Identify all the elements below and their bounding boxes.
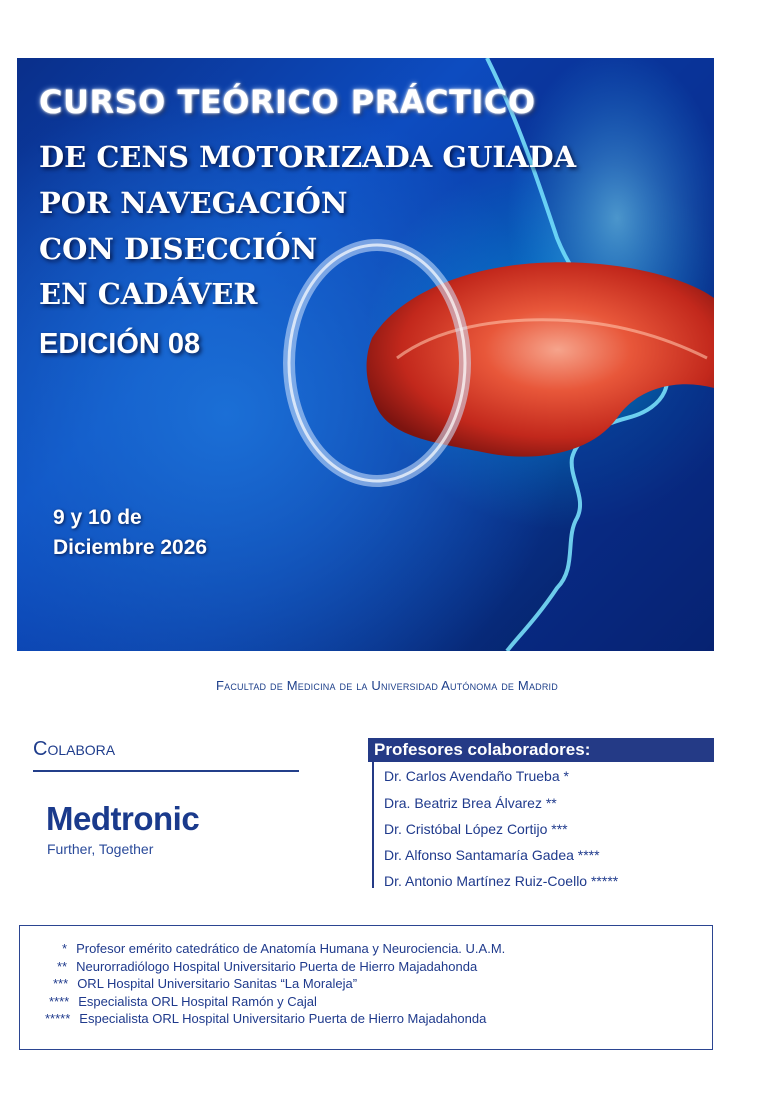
footnote-text: Profesor emérito catedrático de Anatomía Humana y Neurociencia. U.A.M. <box>76 941 506 956</box>
date-line-2: Diciembre 2026 <box>53 536 208 559</box>
footnote <box>53 976 357 991</box>
professors-heading: Profesores colaboradores: <box>368 738 714 762</box>
footnote-text: Neurorradiólogo Hospital Universitario Puerta de Hierro Majadahonda <box>76 959 478 974</box>
medtronic-logo: Medtronic <box>46 800 200 837</box>
professors-divider <box>372 762 374 888</box>
footnote-marker: ***** <box>45 1011 71 1026</box>
footnote <box>62 941 505 956</box>
footnote <box>45 1011 486 1026</box>
medtronic-tagline: Further, Together <box>47 841 154 857</box>
professor-item: Dr. Carlos Avendaño Trueba * <box>384 768 569 784</box>
course-subtitle-line-4: EN CADÁVER <box>39 277 258 311</box>
colabora-heading: Colabora <box>33 738 116 760</box>
professor-item: Dra. Beatriz Brea Álvarez ** <box>384 795 557 811</box>
footnote-marker: * <box>62 941 68 956</box>
footnote-text: ORL Hospital Universitario Sanitas “La Moraleja” <box>77 976 358 991</box>
footnote-marker: **** <box>49 994 70 1009</box>
course-subtitle-line-3: CON DISECCIÓN <box>39 232 318 266</box>
hero-banner <box>17 58 714 651</box>
footnote-text: Especialista ORL Hospital Ramón y Cajal <box>78 994 317 1009</box>
professor-item: Dr. Alfonso Santamaría Gadea **** <box>384 847 600 863</box>
professor-item: Dr. Antonio Martínez Ruiz-Coello ***** <box>384 873 619 889</box>
professor-item: Dr. Cristóbal López Cortijo *** <box>384 821 568 837</box>
course-subtitle-line-1: DE CENS MOTORIZADA GUIADA <box>39 140 577 174</box>
date-line-1: 9 y 10 de <box>53 506 142 529</box>
footnote <box>49 994 317 1009</box>
colabora-divider <box>33 770 299 772</box>
footnotes-box <box>19 925 713 1050</box>
footnote <box>57 959 477 974</box>
faculty-name: Facultad de Medicina de la Universidad Autónoma de Madrid <box>216 678 558 693</box>
footnote-marker: ** <box>57 959 68 974</box>
footnote-marker: *** <box>53 976 69 991</box>
course-subtitle-line-2: POR NAVEGACIÓN <box>39 186 348 220</box>
footnote-text: Especialista ORL Hospital Universitario Puerta de Hierro Majadahonda <box>79 1011 487 1026</box>
course-title: CURSO TEÓRICO PRÁCTICO <box>39 83 536 121</box>
edition-label: EDICIÓN 08 <box>39 328 201 360</box>
